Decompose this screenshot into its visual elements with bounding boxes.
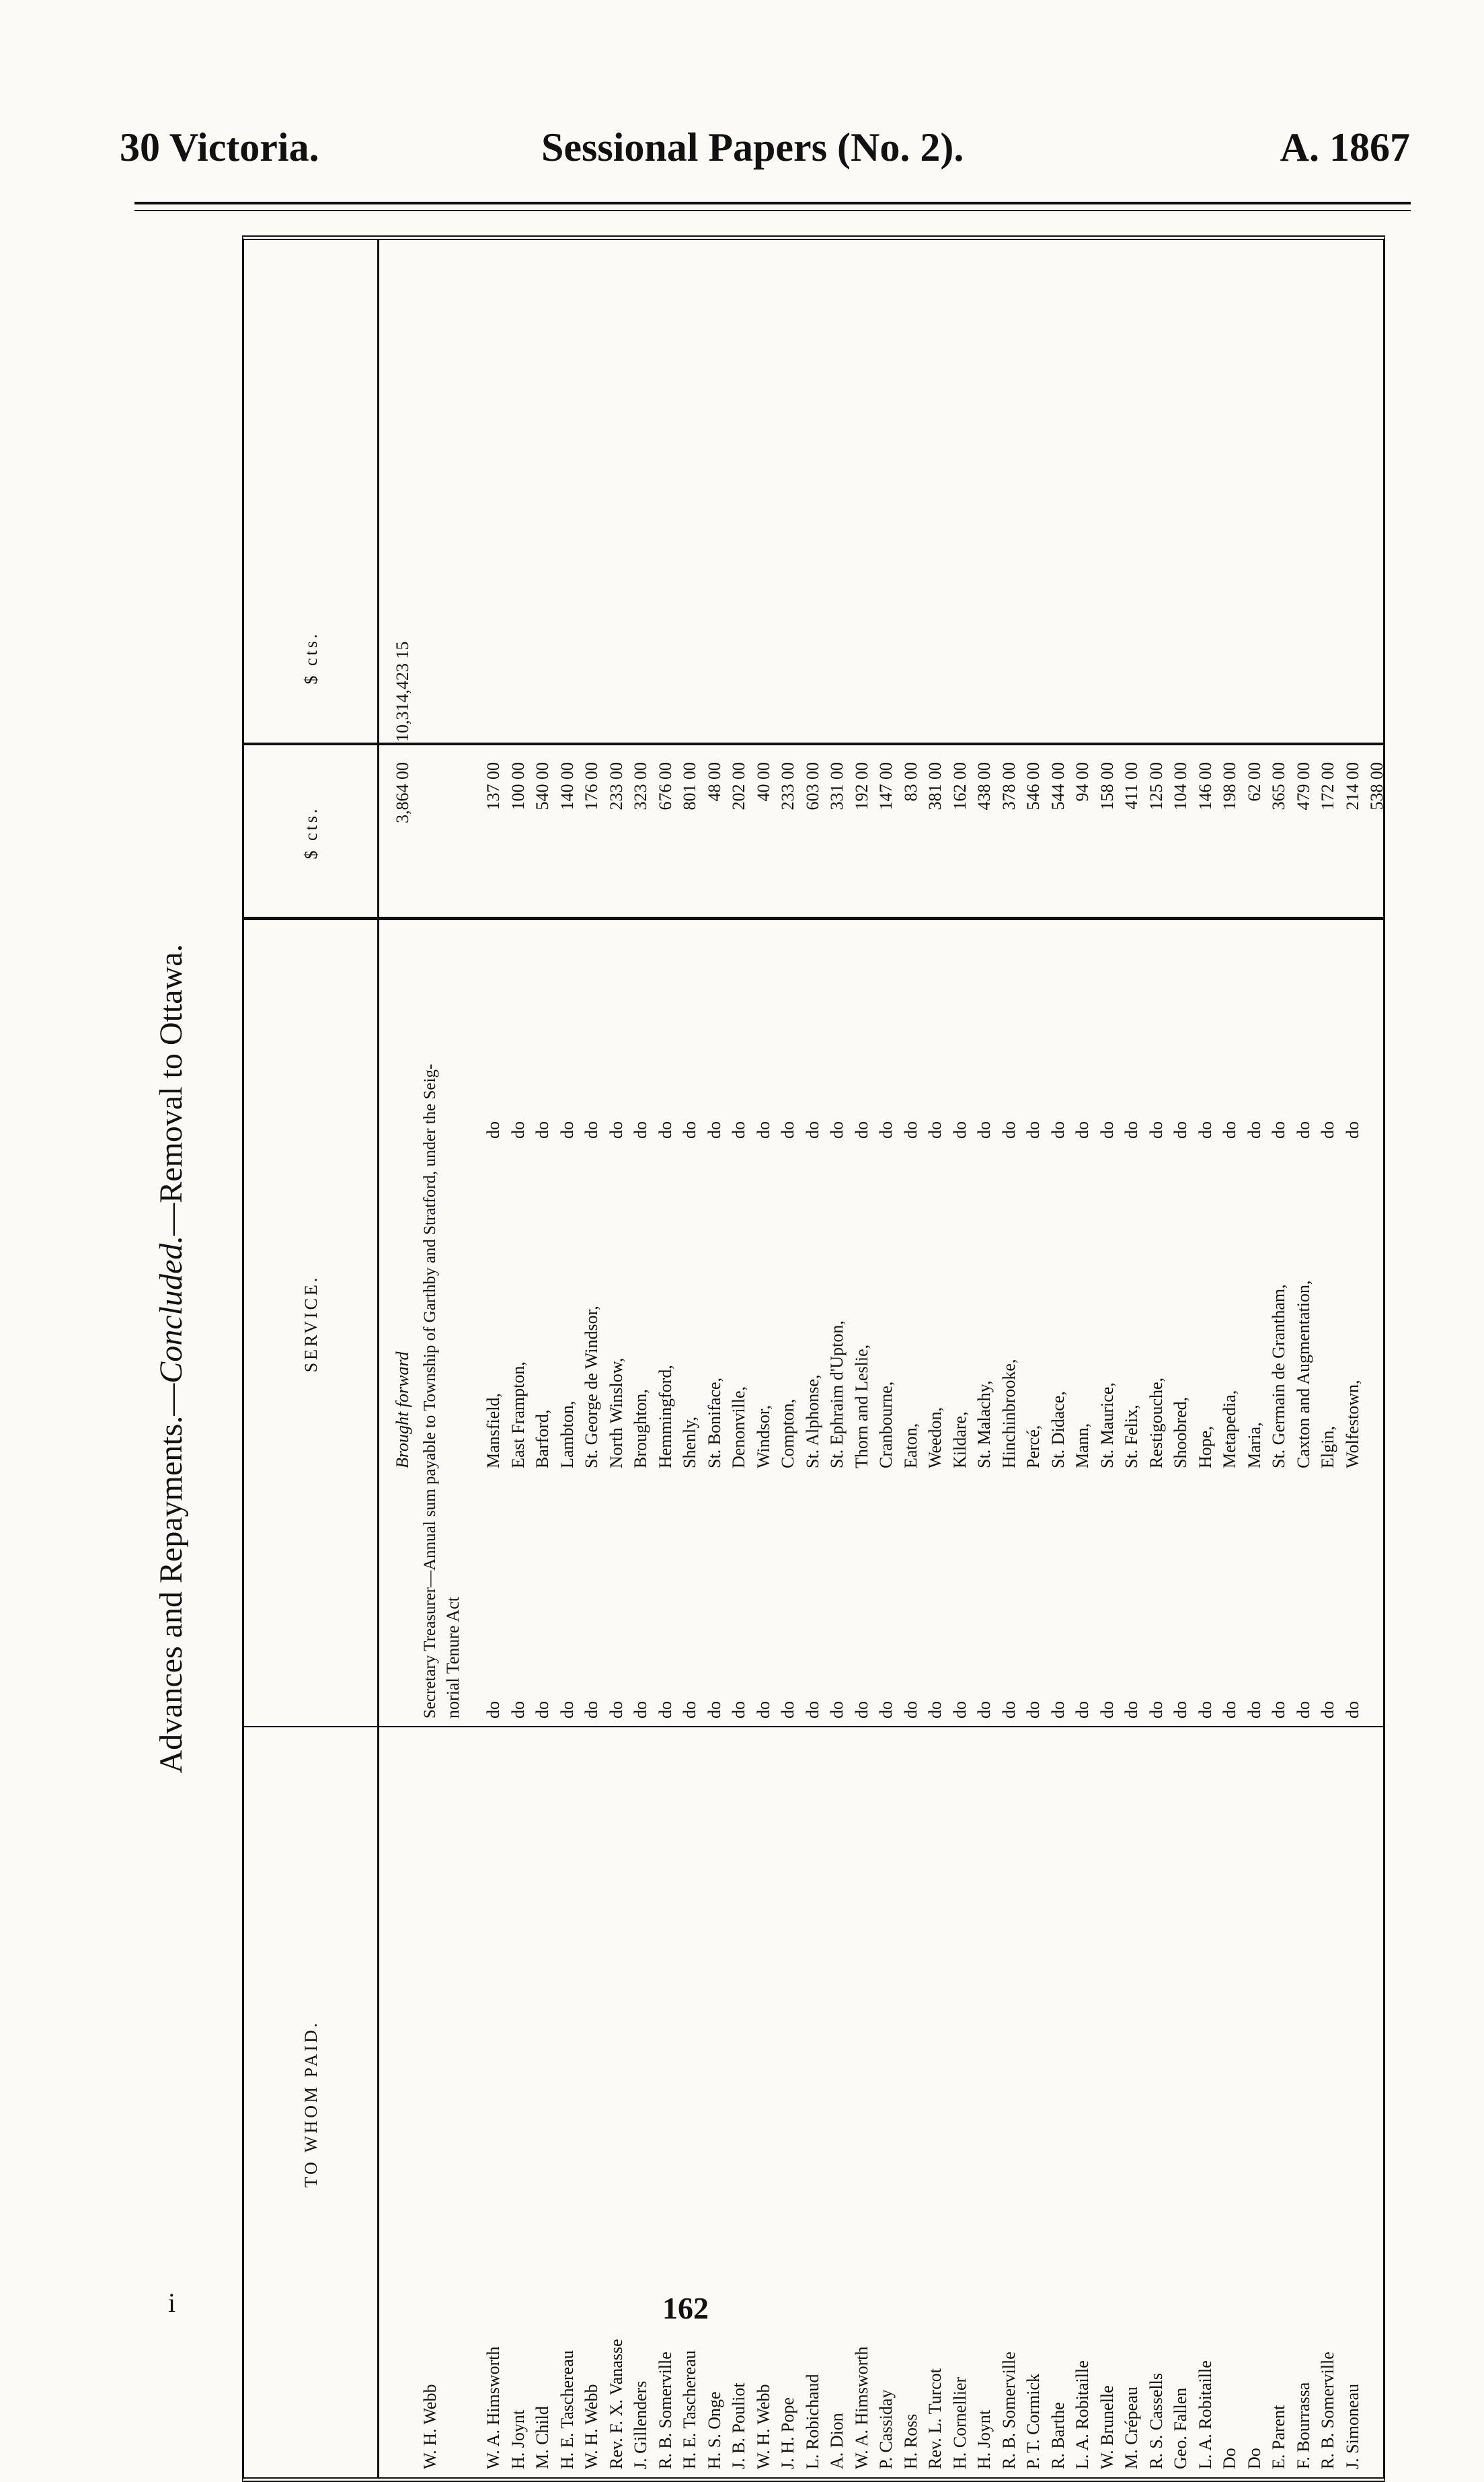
- service-place: [1363, 1001, 1391, 1468]
- service-do: do: [778, 1701, 797, 1719]
- amount: 603 00: [802, 762, 822, 811]
- payee-name: H. Joynt: [974, 2409, 994, 2469]
- rotated-table: [134, 235, 1412, 2482]
- payee-name: Rev. L. Turcot: [925, 2368, 945, 2469]
- table-row: [946, 240, 974, 2477]
- table-row: [1142, 240, 1170, 2477]
- table-row: [504, 240, 532, 2477]
- margin-mark: i: [168, 2288, 176, 2318]
- header-session: 30 Victoria.: [120, 125, 319, 170]
- payee-name: W. A. Himsworth: [851, 2346, 871, 2469]
- service-do: do: [557, 1701, 577, 1719]
- payee-name: F. Bourrassa: [1293, 2382, 1313, 2469]
- service-do: do: [851, 1701, 871, 1719]
- service-do: do: [949, 1701, 970, 1719]
- service-place: Shoobred, do: [1171, 1121, 1190, 1468]
- service-place: Weedon, do: [925, 1121, 945, 1468]
- table-row: [553, 240, 581, 2477]
- service-place: Hinchinbrooke, do: [999, 1121, 1019, 1468]
- brought-forward-row: Brought forward 3,864 00 10,314,423 15: [393, 641, 412, 1468]
- header-rule-top: [134, 202, 1411, 204]
- amount: 172 00: [1318, 762, 1337, 811]
- service-do: do: [1269, 1701, 1288, 1719]
- payee-name: W. Brunelle: [1097, 2385, 1117, 2469]
- table-row: [1241, 240, 1268, 2477]
- payee-name: R. B. Somerville: [655, 2352, 675, 2469]
- first-entry-row: W. H. Webb Secretary Treasurer—Annual sum payable to Township of Garthby and Stratford, under the Seig-: [420, 1063, 440, 2469]
- amount: 192 00: [851, 762, 871, 811]
- amount: 233 00: [778, 762, 797, 811]
- column-header-service: SERVICE.: [301, 1275, 321, 1373]
- service-place: St. Ephraim d'Upton, do: [827, 1121, 847, 1468]
- service-do: do: [1318, 1701, 1337, 1719]
- table-row: [1192, 240, 1219, 2477]
- header-year: A. 1867: [1280, 125, 1410, 170]
- amount: 94 00: [1072, 762, 1092, 802]
- amount: 546 00: [1023, 762, 1043, 811]
- service-place: East Frampton, do: [508, 1121, 528, 1468]
- table-row: [872, 240, 900, 2477]
- service-place: St. George de Windsor, do: [582, 1121, 601, 1468]
- service-place: Caxton and Augmentation, do: [1293, 1121, 1313, 1468]
- payee-name: W. H. Webb: [582, 2384, 601, 2469]
- service-do: do: [704, 1701, 724, 1719]
- table-row: [1044, 240, 1072, 2477]
- table-row: [1339, 240, 1366, 2477]
- table-row: [774, 240, 802, 2477]
- payee-name: J. Simoneau: [1342, 2383, 1362, 2469]
- payee-name: E. Parent: [1269, 2405, 1288, 2469]
- payee-name: Rev. F. X. Vanasse: [606, 2339, 626, 2469]
- service-do: do: [900, 1701, 921, 1719]
- service-do: do: [1122, 1701, 1141, 1719]
- service-do: do: [1293, 1701, 1313, 1719]
- service-place: Mansfield, do: [483, 1121, 503, 1468]
- payee-name: Do: [1220, 2448, 1239, 2469]
- payee-name: L. A. Robitaille: [1072, 2360, 1092, 2469]
- amount: 544 00: [1048, 762, 1068, 811]
- amount: 323 00: [631, 762, 650, 811]
- table-row: [1314, 240, 1341, 2477]
- service-place: Denonville, do: [729, 1121, 748, 1468]
- payee-name: H. Joynt: [508, 2409, 528, 2469]
- service-do: do: [925, 1701, 945, 1719]
- amount: 62 00: [1244, 762, 1264, 802]
- table-row: [479, 240, 507, 2477]
- payee-name: M. Child: [533, 2406, 552, 2469]
- service-place: St. Felix, do: [1122, 1121, 1141, 1468]
- payee-name: J. Gillenders: [631, 2380, 650, 2469]
- amount: 801 00: [680, 762, 699, 811]
- table-row: [750, 240, 777, 2477]
- table-row: [1216, 240, 1243, 2477]
- payee-name: H. S. Onge: [704, 2391, 724, 2469]
- table-title: Advances and Repayments.—Concluded.—Removal to Ottawa.: [153, 944, 189, 1774]
- service-place: Elgin, do: [1318, 1121, 1337, 1468]
- amount: 146 00: [1195, 762, 1215, 811]
- service-do: do: [533, 1701, 552, 1719]
- table-row: [1363, 240, 1391, 2477]
- service-do: do: [1048, 1701, 1068, 1719]
- service-do: do: [827, 1701, 847, 1719]
- service-place: St. Didace, do: [1048, 1121, 1068, 1468]
- table-row: [701, 240, 728, 2477]
- column-header-amount: $ cts.: [301, 806, 321, 860]
- payee-name: H. E. Taschereau: [557, 2350, 577, 2469]
- table-row: [1118, 240, 1145, 2477]
- service-do: [1363, 1470, 1391, 1719]
- amount: 381 00: [925, 762, 945, 811]
- payee-name: L. A. Robitaille: [1195, 2360, 1215, 2469]
- table-row: [995, 240, 1023, 2477]
- table-row: [1093, 240, 1121, 2477]
- amount: 125 00: [1146, 762, 1166, 811]
- table-row: [1019, 240, 1047, 2477]
- table-row: [602, 240, 630, 2477]
- table-row: [848, 240, 875, 2477]
- service-do: do: [1146, 1701, 1166, 1719]
- service-place: St. Malachy, do: [974, 1121, 994, 1468]
- service-place: Hemmingford, do: [655, 1121, 675, 1468]
- service-place: Cranbourne, do: [876, 1121, 896, 1468]
- service-do: do: [1097, 1701, 1117, 1719]
- payee-name: H. Cornellier: [949, 2376, 970, 2469]
- table-row: [897, 240, 925, 2477]
- payee-name: Geo. Fallen: [1171, 2387, 1190, 2469]
- amount: 411 00: [1122, 762, 1141, 810]
- payee-name: P. T. Cormick: [1023, 2373, 1043, 2469]
- service-do: do: [974, 1701, 994, 1719]
- payee-name: R. B. Somerville: [999, 2352, 1019, 2469]
- payee-name: W. A. Himsworth: [483, 2346, 503, 2469]
- service-place: Barford, do: [533, 1121, 552, 1468]
- table-row: [1068, 240, 1096, 2477]
- service-place: Mann, do: [1072, 1121, 1092, 1468]
- service-place: Wolfestown, do: [1342, 1121, 1362, 1468]
- amount: 40 00: [753, 762, 773, 802]
- service-place: Thorn and Leslie, do: [851, 1121, 871, 1468]
- payee-name: Do: [1244, 2448, 1264, 2469]
- service-place: Compton, do: [778, 1121, 797, 1468]
- header-divider: [377, 240, 379, 2477]
- amount: 479 00: [1293, 762, 1313, 811]
- table-row: [529, 240, 556, 2477]
- payee-name: L. Robichaud: [802, 2374, 822, 2469]
- amount: 540 00: [533, 762, 552, 811]
- amount: 438 00: [974, 762, 994, 811]
- service-place: North Winslow, do: [606, 1121, 626, 1468]
- amount: 162 00: [949, 762, 970, 811]
- header-title: Sessional Papers (No. 2).: [541, 125, 964, 170]
- service-place: Broughton, do: [631, 1121, 650, 1468]
- service-place: St. Maurice, do: [1097, 1121, 1117, 1468]
- service-do: do: [1244, 1701, 1264, 1719]
- table-row: [799, 240, 826, 2477]
- table-row: [1167, 240, 1194, 2477]
- service-do: do: [802, 1701, 822, 1719]
- payee-name: W. H. Webb: [753, 2384, 773, 2469]
- payee-name: M. Crépeau: [1122, 2386, 1141, 2469]
- header-rule-bottom: [134, 210, 1411, 211]
- amount: 378 00: [999, 762, 1019, 811]
- service-do: do: [631, 1701, 650, 1719]
- amount: 331 00: [827, 762, 847, 811]
- service-do: do: [1342, 1701, 1362, 1719]
- amount: 137 00: [483, 762, 503, 811]
- service-do: do: [508, 1701, 528, 1719]
- table-row: [1265, 240, 1292, 2477]
- service-place: Metapedia, do: [1220, 1121, 1239, 1468]
- payee-name: J. B. Pouliot: [729, 2382, 748, 2469]
- table-row: [1290, 240, 1317, 2477]
- service-do: do: [1171, 1701, 1190, 1719]
- table-row: [921, 240, 949, 2477]
- amount: 140 00: [557, 762, 577, 811]
- amount: 198 00: [1220, 762, 1239, 811]
- amount: 83 00: [900, 762, 921, 802]
- service-place: Maria, do: [1244, 1121, 1264, 1468]
- payee-name: H. E. Taschereau: [680, 2350, 699, 2469]
- service-place: Eaton, do: [900, 1121, 921, 1468]
- column-header-total: $ cts.: [301, 631, 321, 685]
- service-place: St. Germain de Grantham, do: [1269, 1121, 1288, 1468]
- table-row: [823, 240, 851, 2477]
- column-header-to-whom: TO WHOM PAID.: [301, 2020, 321, 2188]
- amount: 104 00: [1171, 762, 1190, 811]
- amount: 538 00: [1367, 762, 1387, 811]
- service-do: do: [1023, 1701, 1043, 1719]
- table-row: [970, 240, 998, 2477]
- service-do: do: [753, 1701, 773, 1719]
- service-do: do: [999, 1701, 1019, 1719]
- service-place: Percé, do: [1023, 1121, 1043, 1468]
- payee-name: A. Dion: [827, 2413, 847, 2469]
- first-entry-cont-row: norial Tenure Act: [443, 1596, 463, 1719]
- amount: 676 00: [655, 762, 675, 811]
- service-do: do: [1220, 1701, 1239, 1719]
- amount: 202 00: [729, 762, 748, 811]
- service-do: do: [1195, 1701, 1215, 1719]
- table-row: [676, 240, 703, 2477]
- service-do: do: [606, 1701, 626, 1719]
- service-place: St. Boniface, do: [704, 1121, 724, 1468]
- table-row: [627, 240, 654, 2477]
- payee-name: J. H. Pope: [778, 2397, 797, 2469]
- service-place: St. Alphonse, do: [802, 1121, 822, 1468]
- payee-name: H. Ross: [900, 2413, 921, 2469]
- amount: 158 00: [1097, 762, 1117, 811]
- amount: 176 00: [582, 762, 601, 811]
- table-row: [578, 240, 605, 2477]
- amount: 147 00: [876, 762, 896, 811]
- amount: 233 00: [606, 762, 626, 811]
- service-place: Lambton, do: [557, 1121, 577, 1468]
- payee-name: R. B. Somerville: [1318, 2352, 1337, 2469]
- payee-name: [1363, 1733, 1391, 2469]
- service-do: do: [680, 1701, 699, 1719]
- page-number: 162: [662, 2291, 709, 2325]
- service-place: Restigouche, do: [1146, 1121, 1166, 1468]
- amount: 100 00: [508, 762, 528, 811]
- service-do: do: [729, 1701, 748, 1719]
- table-row: [725, 240, 752, 2477]
- table-row: [652, 240, 679, 2477]
- service-place: Kildare, do: [949, 1121, 970, 1468]
- service-do: do: [876, 1701, 896, 1719]
- payee-name: P. Cassiday: [876, 2389, 896, 2469]
- service-place: Windsor, do: [753, 1121, 773, 1468]
- service-do: do: [1072, 1701, 1092, 1719]
- payee-name: R. Barthe: [1048, 2402, 1068, 2469]
- amount: 214 00: [1342, 762, 1362, 811]
- payee-name: R. S. Cassells: [1146, 2372, 1166, 2469]
- service-do: do: [582, 1701, 601, 1719]
- amount: 365 00: [1269, 762, 1288, 811]
- service-place: Hope, do: [1195, 1121, 1215, 1468]
- service-do: do: [655, 1701, 675, 1719]
- service-do: do: [483, 1701, 503, 1719]
- service-place: Shenly, do: [680, 1121, 699, 1468]
- ledger-table: [242, 235, 1385, 2482]
- amount: 48 00: [704, 762, 724, 802]
